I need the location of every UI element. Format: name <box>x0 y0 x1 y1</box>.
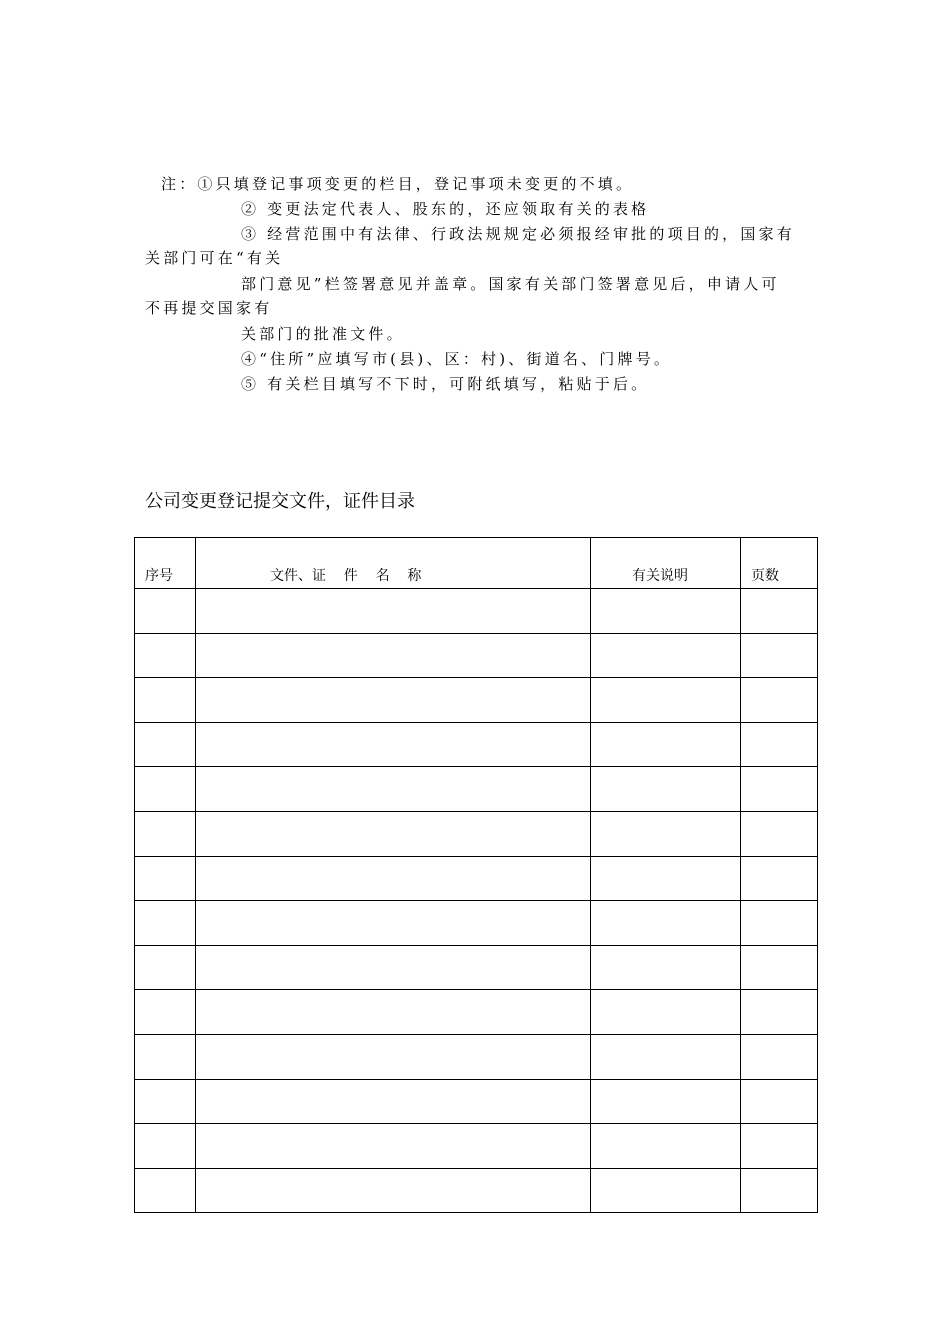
name-cell[interactable] <box>196 856 591 901</box>
desc-cell[interactable] <box>591 945 741 990</box>
name-cell[interactable] <box>196 945 591 990</box>
pages-cell[interactable] <box>741 945 818 990</box>
header-seq: 序号 <box>135 538 196 589</box>
pages-cell[interactable] <box>741 589 818 634</box>
seq-cell[interactable] <box>135 633 196 678</box>
seq-cell[interactable] <box>135 678 196 723</box>
seq-cell[interactable] <box>135 589 196 634</box>
name-cell[interactable] <box>196 678 591 723</box>
table-row <box>135 767 818 812</box>
pages-cell[interactable] <box>741 811 818 856</box>
name-cell[interactable] <box>196 901 591 946</box>
name-cell[interactable] <box>196 990 591 1035</box>
table-body <box>135 589 818 1213</box>
seq-cell[interactable] <box>135 1168 196 1213</box>
table-row <box>135 990 818 1035</box>
pages-cell[interactable] <box>741 1079 818 1124</box>
desc-cell[interactable] <box>591 722 741 767</box>
pages-cell[interactable] <box>741 990 818 1035</box>
file-list-table <box>134 537 818 1213</box>
header-desc: 有关说明 <box>591 538 741 589</box>
seq-cell[interactable] <box>135 990 196 1035</box>
name-cell[interactable] <box>196 1034 591 1079</box>
pages-cell[interactable] <box>741 901 818 946</box>
table-row <box>135 1168 818 1213</box>
seq-cell[interactable] <box>135 1079 196 1124</box>
name-cell[interactable] <box>196 811 591 856</box>
header-name: 文件、证 件 名 称 <box>196 538 591 589</box>
pages-cell[interactable] <box>741 1034 818 1079</box>
name-cell[interactable] <box>196 633 591 678</box>
pages-cell[interactable] <box>741 856 818 901</box>
desc-cell[interactable] <box>591 1168 741 1213</box>
table-row <box>135 589 818 634</box>
note-line-1: 注：①只填登记事项变更的栏目，登记事项未变更的不填。 <box>161 175 635 193</box>
seq-cell[interactable] <box>135 767 196 812</box>
name-cell[interactable] <box>196 1124 591 1169</box>
desc-cell[interactable] <box>591 633 741 678</box>
desc-cell[interactable] <box>591 811 741 856</box>
pages-cell[interactable] <box>741 1168 818 1213</box>
seq-cell[interactable] <box>135 856 196 901</box>
note-line-7: 关部门的批准文件。 <box>241 325 405 343</box>
desc-cell[interactable] <box>591 767 741 812</box>
name-cell[interactable] <box>196 1168 591 1213</box>
table-row <box>135 901 818 946</box>
pages-cell[interactable] <box>741 767 818 812</box>
seq-cell[interactable] <box>135 1124 196 1169</box>
name-cell[interactable] <box>196 767 591 812</box>
desc-cell[interactable] <box>591 856 741 901</box>
table-row <box>135 722 818 767</box>
table-row <box>135 856 818 901</box>
desc-cell[interactable] <box>591 1079 741 1124</box>
desc-cell[interactable] <box>591 678 741 723</box>
pages-cell[interactable] <box>741 633 818 678</box>
note-line-5: 部门意见”栏签署意见并盖章。国家有关部门签署意见后，申请人可 <box>241 275 780 293</box>
table-row <box>135 633 818 678</box>
table-row <box>135 811 818 856</box>
desc-cell[interactable] <box>591 901 741 946</box>
table-row <box>135 1079 818 1124</box>
desc-cell[interactable] <box>591 990 741 1035</box>
note-line-6: 不再提交国家有 <box>145 299 273 317</box>
seq-cell[interactable] <box>135 945 196 990</box>
name-cell[interactable] <box>196 722 591 767</box>
header-pages: 页数 <box>741 538 818 589</box>
note-line-2: ② 变更法定代表人、股东的，还应领取有关的表格 <box>241 200 650 218</box>
table-row <box>135 1034 818 1079</box>
note-line-9: ⑤ 有关栏目填写不下时，可附纸填写，粘贴于后。 <box>241 375 650 393</box>
table-header-row <box>135 538 818 589</box>
desc-cell[interactable] <box>591 1034 741 1079</box>
note-line-8: ④“住所”应填写市(县)、区：村)、街道名、门牌号。 <box>241 350 673 368</box>
table-row <box>135 1124 818 1169</box>
table-row <box>135 678 818 723</box>
seq-cell[interactable] <box>135 1034 196 1079</box>
desc-cell[interactable] <box>591 589 741 634</box>
section-title: 公司变更登记提交文件，证件目录 <box>145 491 415 512</box>
name-cell[interactable] <box>196 1079 591 1124</box>
table-row <box>135 945 818 990</box>
note-line-4: 关部门可在“有关 <box>145 249 284 267</box>
name-cell[interactable] <box>196 589 591 634</box>
pages-cell[interactable] <box>741 678 818 723</box>
seq-cell[interactable] <box>135 722 196 767</box>
note-line-3: ③ 经营范围中有法律、行政法规规定必须报经审批的项目的，国家有 <box>241 225 795 243</box>
desc-cell[interactable] <box>591 1124 741 1169</box>
pages-cell[interactable] <box>741 1124 818 1169</box>
seq-cell[interactable] <box>135 811 196 856</box>
pages-cell[interactable] <box>741 722 818 767</box>
seq-cell[interactable] <box>135 901 196 946</box>
